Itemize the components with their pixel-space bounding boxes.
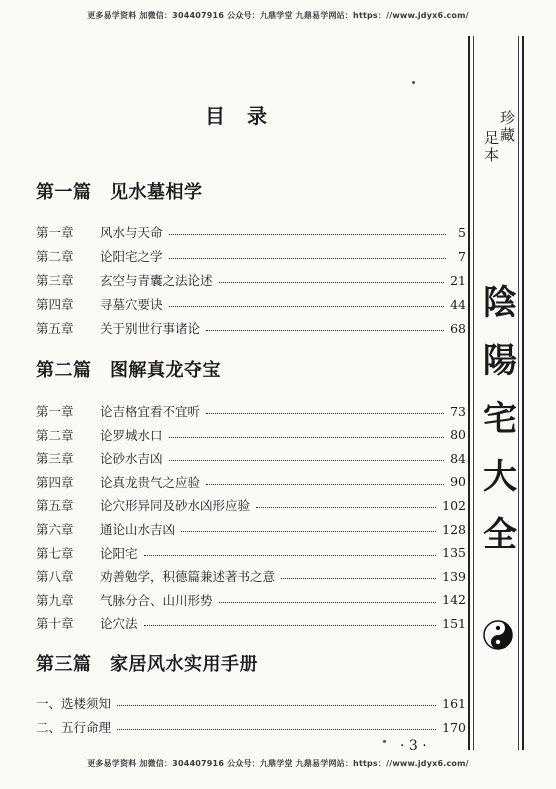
toc-entry[interactable] bbox=[36, 612, 466, 634]
chapter-title: 论真龙贵气之应验 bbox=[100, 474, 201, 490]
speck bbox=[412, 81, 415, 84]
chapter-title: 劝善勉学，积德篇兼述著书之意 bbox=[100, 569, 276, 585]
toc-entry[interactable] bbox=[36, 317, 466, 339]
toc-entry[interactable] bbox=[36, 400, 466, 422]
dot-leader bbox=[206, 477, 444, 485]
chapter-title: 气脉分合、山川形势 bbox=[100, 592, 213, 608]
page-ref: 161 bbox=[442, 695, 466, 711]
dot-leader bbox=[181, 524, 436, 532]
chapter-title: 风水与天命 bbox=[100, 225, 163, 240]
chapter-title: 论砂水吉凶 bbox=[100, 451, 163, 467]
toc-entry[interactable] bbox=[36, 692, 466, 714]
seal-column-1 bbox=[484, 130, 498, 164]
toc-entry[interactable] bbox=[36, 447, 466, 469]
page-ref: 135 bbox=[442, 545, 466, 561]
toc-entry[interactable] bbox=[36, 471, 466, 493]
page-ref: 142 bbox=[442, 592, 466, 608]
book-title-char: 大 bbox=[483, 457, 517, 497]
book-title-char: 全 bbox=[483, 515, 517, 555]
seal-char: 足 bbox=[484, 129, 500, 147]
page-ref: 80 bbox=[450, 427, 466, 443]
book-title-char: 陽 bbox=[483, 341, 517, 381]
page-number: · 3 · bbox=[400, 738, 427, 754]
chapter-title: 通论山水吉凶 bbox=[100, 522, 176, 537]
toc-entry[interactable] bbox=[36, 542, 466, 564]
page-ref: 5 bbox=[458, 224, 466, 240]
part-title: 第二篇 图解真龙夺宝 bbox=[36, 360, 221, 381]
dot-leader bbox=[206, 323, 444, 331]
chapter-number: 第六章 bbox=[36, 522, 74, 537]
page-ref: 84 bbox=[450, 450, 466, 466]
top-watermark: 更多易学资料 加微信：304407916 公众号：九鼎学堂 九鼎易学网站：https：//www.jdyx6.com/ bbox=[87, 11, 469, 20]
chapter-title: 论阳宅 bbox=[100, 545, 138, 561]
dot-leader bbox=[169, 227, 446, 235]
chapter-number: 第五章 bbox=[36, 498, 74, 514]
chapter-number: 第三章 bbox=[36, 273, 74, 288]
page-ref: 170 bbox=[442, 719, 466, 735]
chapter-title: 论穴形异同及砂水凶形应验 bbox=[100, 498, 251, 514]
seal-char: 藏 bbox=[500, 126, 516, 144]
book-title bbox=[480, 274, 520, 564]
page-ref: 68 bbox=[450, 320, 466, 336]
toc-entry[interactable] bbox=[36, 245, 466, 267]
chapter-number: 第一章 bbox=[36, 225, 74, 240]
dot-leader bbox=[219, 595, 437, 603]
toc-entry[interactable] bbox=[36, 716, 466, 738]
chapter-title: 寻墓穴要诀 bbox=[100, 297, 163, 312]
dot-leader bbox=[117, 722, 436, 730]
chapter-number: 第一章 bbox=[36, 404, 74, 419]
chapter-title: 论吉格宜看不宜听 bbox=[100, 404, 201, 419]
chapter-number: 第二章 bbox=[36, 249, 74, 264]
toc-entry[interactable] bbox=[36, 494, 466, 516]
dot-leader bbox=[281, 571, 436, 579]
dot-leader bbox=[206, 406, 444, 414]
part-title: 第三篇 家居风水实用手册 bbox=[36, 654, 258, 675]
toc-entry[interactable] bbox=[36, 589, 466, 611]
chapter-number: 第八章 bbox=[36, 569, 74, 585]
speck bbox=[383, 740, 386, 743]
chapter-number: 第十章 bbox=[36, 616, 74, 632]
chapter-number: 第二章 bbox=[36, 427, 74, 443]
toc-entry[interactable] bbox=[36, 565, 466, 587]
dot-leader bbox=[144, 618, 437, 626]
dot-leader bbox=[117, 698, 436, 706]
chapter-title: 玄空与青囊之法论述 bbox=[100, 273, 213, 288]
page-ref: 44 bbox=[450, 296, 466, 312]
dot-leader bbox=[169, 299, 445, 307]
chapter-title: 论穴法 bbox=[100, 616, 138, 632]
part-title: 第一篇 见水墓相学 bbox=[36, 182, 203, 203]
dot-leader bbox=[169, 251, 446, 259]
book-title-char: 陰 bbox=[483, 283, 517, 323]
chapter-number: 第四章 bbox=[36, 297, 74, 312]
toc-entry[interactable] bbox=[36, 424, 466, 446]
toc-entry[interactable] bbox=[36, 518, 466, 540]
book-title-char: 宅 bbox=[483, 399, 517, 439]
page-ref: 7 bbox=[458, 248, 466, 264]
page-ref: 102 bbox=[442, 497, 466, 513]
page-ref: 90 bbox=[450, 474, 466, 490]
chapter-number: 第三章 bbox=[36, 451, 74, 467]
page-ref: 128 bbox=[442, 521, 466, 537]
chapter-title: 一、选楼须知 bbox=[36, 696, 112, 711]
chapter-title: 二、五行命理 bbox=[36, 720, 112, 735]
page-ref: 73 bbox=[450, 403, 466, 419]
bottom-watermark: 更多易学资料 加微信：304407916 公众号：九鼎学堂 九鼎易学网站：https：//www.jdyx6.com/ bbox=[87, 759, 469, 768]
book-spine-sidebar bbox=[468, 36, 524, 750]
chapter-number: 第七章 bbox=[36, 545, 74, 561]
chapter-number: 第五章 bbox=[36, 321, 74, 336]
chapter-number: 第九章 bbox=[36, 592, 74, 608]
chapter-title: 论罗城水口 bbox=[100, 427, 163, 443]
toc-entry[interactable] bbox=[36, 221, 466, 243]
dot-leader bbox=[219, 275, 445, 283]
seal-column-2 bbox=[500, 110, 514, 144]
yin-yang-icon bbox=[483, 620, 513, 650]
chapter-title: 关于别世行事诸论 bbox=[100, 321, 201, 336]
page-title: 目录 bbox=[205, 104, 289, 128]
page-ref: 21 bbox=[450, 272, 466, 288]
seal-char: 本 bbox=[484, 146, 500, 164]
toc-entry[interactable] bbox=[36, 293, 466, 315]
chapter-number: 第四章 bbox=[36, 474, 74, 490]
page-ref: 139 bbox=[442, 568, 466, 584]
page-ref: 151 bbox=[442, 615, 466, 631]
toc-entry[interactable] bbox=[36, 269, 466, 291]
chapter-title: 论阳宅之学 bbox=[100, 249, 163, 264]
dot-leader bbox=[256, 500, 436, 508]
seal-char: 珍 bbox=[500, 109, 516, 127]
dot-leader bbox=[169, 453, 445, 461]
dot-leader bbox=[144, 548, 437, 556]
dot-leader bbox=[169, 430, 445, 438]
